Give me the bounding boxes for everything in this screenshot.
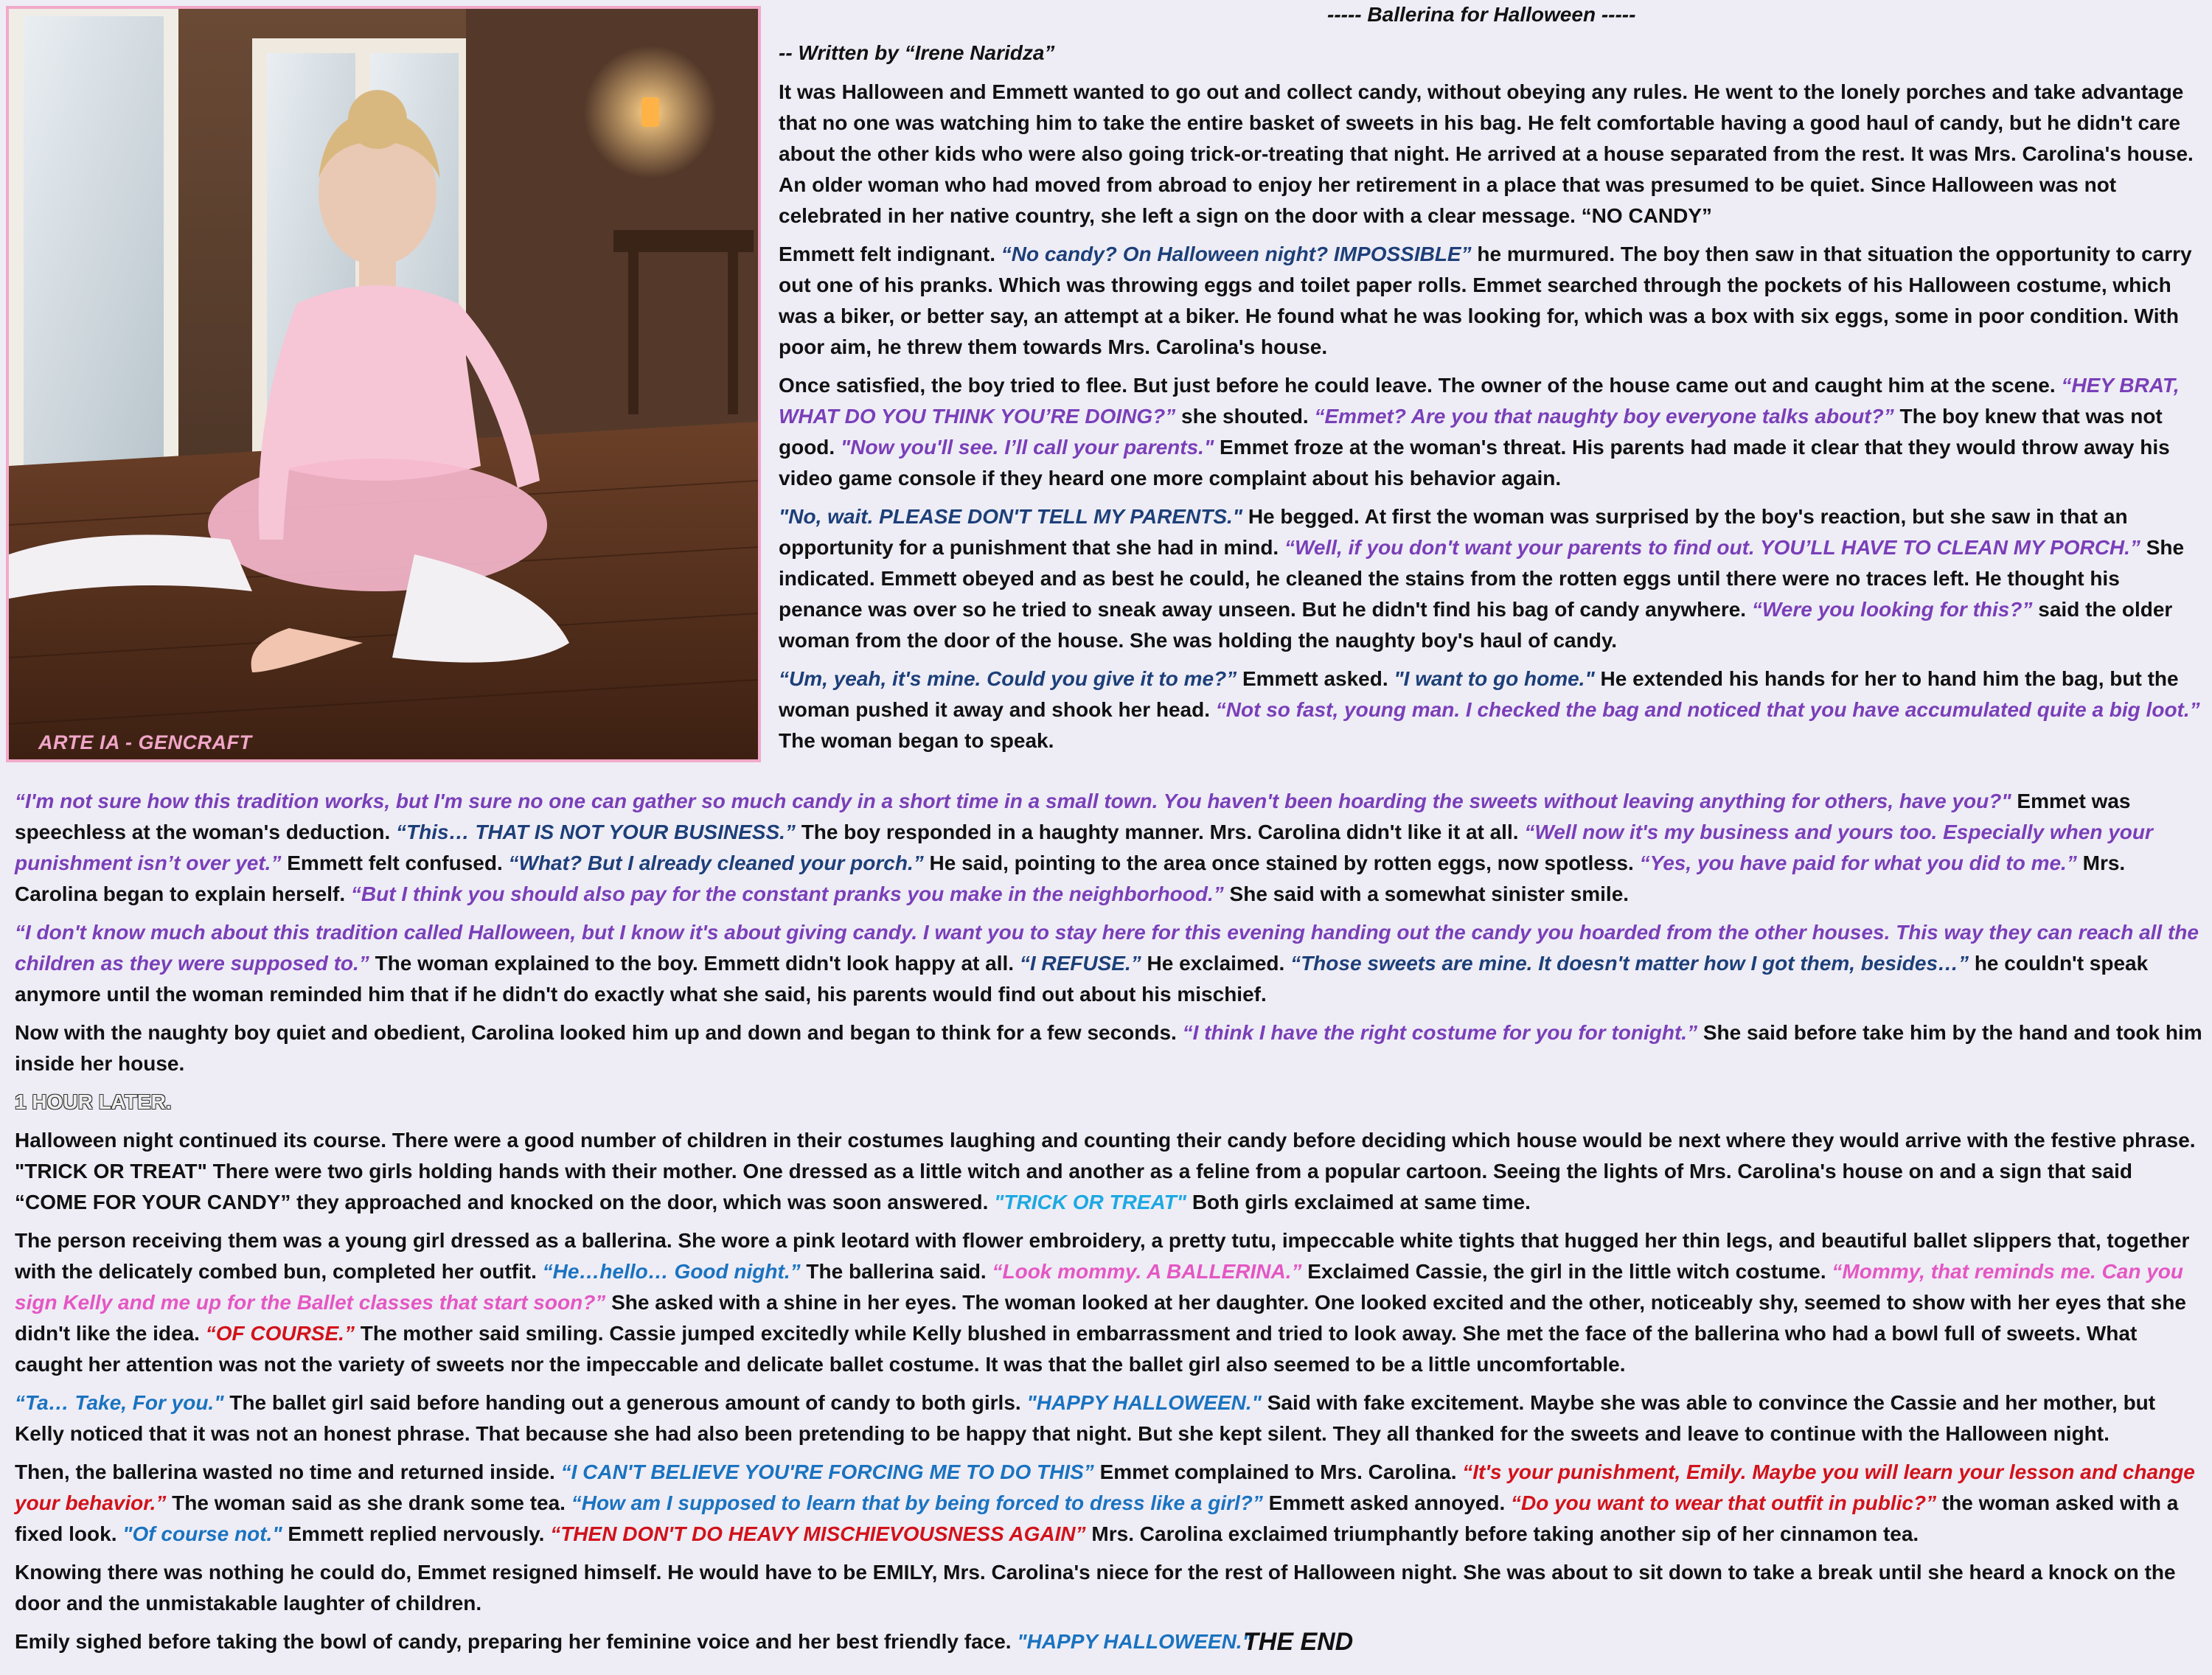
dialogue-quote: “Were you looking for this?” (1751, 598, 2033, 621)
narration-text: Emily sighed before taking the bowl of candy, preparing her feminine voice and her best friendly face. (15, 1630, 1018, 1653)
dialogue-quote: “Um, yeah, it's mine. Could you give it to me?” (779, 667, 1237, 690)
narration-text: she shouted. (1175, 405, 1315, 428)
dialogue-quote: 1 HOUR LATER. (15, 1090, 172, 1113)
dialogue-quote: "HAPPY HALLOWEEN." (1017, 1630, 1252, 1653)
dialogue-quote: “Yes, you have paid for what you did to me.” (1639, 852, 2077, 874)
dialogue-quote: "TRICK OR TREAT" (994, 1191, 1187, 1213)
dialogue-quote: “Ta… Take, For you." (15, 1391, 224, 1414)
dialogue-quote: “Well now it's my business and yours too. Especially when your punishment isn’t over yet.” (15, 821, 2153, 874)
dialogue-quote: “Emmet? Are you that naughty boy everyone talks about?” (1314, 405, 1894, 428)
story-paragraph (779, 77, 2202, 231)
story-title: ----- Ballerina for Halloween ----- (1327, 3, 1636, 26)
dialogue-quote: “Those sweets are mine. It doesn't matter how I got them, besides…” (1290, 952, 1969, 975)
narration-text: Emmett asked annoyed. (1262, 1491, 1511, 1514)
story-paragraph (779, 239, 2202, 363)
narration-text: The woman began to speak. (779, 729, 1054, 752)
story-paragraph (779, 370, 2202, 494)
narration-text: She said before take him by the hand and took him inside her house. (15, 1021, 2202, 1075)
story-paragraph (779, 664, 2202, 756)
narration-text: Mrs. Carolina exclaimed triumphantly before taking another sip of her cinnamon tea. (1085, 1522, 1919, 1545)
story-paragraph (15, 1087, 2205, 1118)
dialogue-quote: “Not so fast, young man. I checked the bag and noticed that you have accumulated quite a big loot.” (1215, 698, 2200, 721)
dialogue-quote: "Of course not." (122, 1522, 282, 1545)
narration-text: Then, the ballerina wasted no time and returned inside. (15, 1460, 561, 1483)
story-column-full (15, 786, 2205, 1665)
narration-text: Emmett felt confused. (281, 852, 509, 874)
story-column-right (779, 77, 2202, 764)
narration-text: The woman explained to the boy. Emmett didn't look happy at all. (369, 952, 1020, 975)
narration-text: Emmett felt indignant. (779, 243, 1001, 265)
narration-text: He begged. At first the woman was surprised by the boy's reaction, but she saw in that an opportunity for a punishment that she had in mind. (779, 505, 2128, 559)
story-paragraph (15, 1557, 2205, 1619)
dialogue-quote: “He…hello… Good night.” (542, 1260, 801, 1283)
narration-text: He extended his hands for her to hand him the bag, but the woman pushed it away and shook her head. (779, 667, 2179, 721)
narration-text: he couldn't speak anymore until the woman reminded him that if he didn't do exactly what she said, his parents would find out about his mischief. (15, 952, 2149, 1006)
dialogue-quote: "I want to go home." (1394, 667, 1595, 690)
story-paragraph (15, 917, 2205, 1010)
story-paragraph (15, 1225, 2205, 1380)
narration-text: The ballet girl said before handing out a generous amount of candy to both girls. (223, 1391, 1027, 1414)
narration-text: Knowing there was nothing he could do, Emmet resigned himself. He would have to be EMILY, Mrs. Carolina's niece for the rest of Halloween night. She was about to sit down to take a break until she heard a knock on the door and the unmistakable laughter of children. (15, 1561, 2176, 1615)
dialogue-quote: “This… THAT IS NOT YOUR BUSINESS.” (396, 821, 796, 843)
narration-text: It was Halloween and Emmett wanted to go out and collect candy, without obeying any rules. He went to the lonely porches and take advantage that no one was watching him to take the entire basket of sweets in his bag. He felt comfortable having a good haul of candy, but he didn't care about the other kids who were also going trick-or-treating that night. He arrived at a house separated from the rest. It was Mrs. Carolina's house. An older woman who had moved from abroad to enjoy her retirement in a place that was presumed to be quiet. Since Halloween was not celebrated in her native country, she left a sign on the door with a clear message. “NO CANDY” (779, 80, 2194, 227)
narration-text: Mrs. Carolina began to explain herself. (15, 852, 2126, 905)
dialogue-quote: “Well, if you don't want your parents to find out. YOU’LL HAVE TO CLEAN MY PORCH.” (1284, 536, 2140, 559)
story-paragraph (779, 501, 2202, 656)
dialogue-quote: "HAPPY HALLOWEEN." (1026, 1391, 1262, 1414)
the-end-label: THE END (1243, 1628, 1354, 1656)
dialogue-quote: “But I think you should also pay for the constant pranks you make in the neighborhood.” (350, 882, 1224, 905)
illustration-photo (6, 6, 761, 762)
story-paragraph (15, 1387, 2205, 1449)
story-paragraph (15, 1626, 2205, 1657)
narration-text: Now with the naughty boy quiet and obedient, Carolina looked him up and down and began to think for a few seconds. (15, 1021, 1183, 1044)
story-paragraph (15, 1125, 2205, 1218)
dialogue-quote: “Do you want to wear that outfit in public?” (1511, 1491, 1937, 1514)
dialogue-quote: “OF COURSE.” (205, 1322, 355, 1345)
dialogue-quote: “HEY BRAT, WHAT DO YOU THINK YOU’RE DOING?” (779, 374, 2180, 428)
narration-text: The mother said smiling. Cassie jumped excitedly while Kelly blushed in embarrassment and tried to look away. She met the face of the ballerina who had a bowl full of sweets. What caught her attention was not the variety of sweets nor the impeccable and delicate ballet costume. It was that the ballet girl also seemed to be a little uncomfortable. (15, 1322, 2138, 1376)
dialogue-quote: “It's your punishment, Emily. Maybe you will learn your lesson and change your behavior.” (15, 1460, 2195, 1514)
dialogue-quote: “I think I have the right costume for you for tonight.” (1182, 1021, 1698, 1044)
story-byline: -- Written by “Irene Naridza” (779, 41, 1055, 64)
narration-text: She said with a somewhat sinister smile. (1223, 882, 1630, 905)
narration-text: The person receiving them was a young girl dressed as a ballerina. She wore a pink leotard with flower embroidery, a pretty tutu, impeccable white tights that hugged her thin legs, and beautiful ballet slippers that, together with the delicately combed bun, completed her outfit. (15, 1229, 2190, 1283)
story-paragraph (15, 1017, 2205, 1079)
narration-text: He said, pointing to the area once stained by rotten eggs, now spotless. (923, 852, 1640, 874)
story-paragraph (15, 786, 2205, 910)
narration-text: Emmet complained to Mrs. Carolina. (1093, 1460, 1463, 1483)
narration-text: She asked with a shine in her eyes. The woman looked at her daughter. One looked excited and the other, noticeably shy, seemed to show with her eyes that she didn't like the idea. (15, 1291, 2186, 1345)
dialogue-quote: “Mommy, that reminds me. Can you sign Kelly and me up for the Ballet classes that start soon?” (15, 1260, 2183, 1314)
narration-text: said the older woman from the door of the house. She was holding the naughty boy's haul of candy. (779, 598, 2173, 652)
dialogue-quote: “Look mommy. A BALLERINA.” (992, 1260, 1302, 1283)
dialogue-quote: “I REFUSE.” (1019, 952, 1141, 975)
dialogue-quote: “No candy? On Halloween night? IMPOSSIBLE” (1001, 243, 1472, 265)
dialogue-quote: “THEN DON'T DO HEAVY MISCHIEVOUSNESS AGAIN” (550, 1522, 1086, 1545)
ballerina-illustration (9, 9, 758, 759)
narration-text: She indicated. Emmett obeyed and as best he could, he cleaned the stains from the rotten eggs until there were no traces left. He thought his penance was over so he tried to sneak away unseen. But he didn't find his bag of candy anywhere. (779, 536, 2185, 621)
narration-text: Exclaimed Cassie, the girl in the little witch costume. (1301, 1260, 1832, 1283)
narration-text: He exclaimed. (1141, 952, 1291, 975)
dialogue-quote: "Now you'll see. I’ll call your parents." (840, 436, 1214, 459)
narration-text: Said with fake excitement. Maybe she was able to convince the Cassie and her mother, but Kelly noticed that it was not an honest phrase. That because she had also been pretending to be happy that night. But she kept silent. They all thanked for the sweets and leave to continue with the Halloween night. (15, 1391, 2156, 1445)
narration-text: The ballerina said. (800, 1260, 992, 1283)
dialogue-quote: “How am I supposed to learn that by being forced to dress like a girl?” (571, 1491, 1263, 1514)
narration-text: The boy responded in a haughty manner. Mrs. Carolina didn't like it at all. (795, 821, 1525, 843)
narration-text: Emmet was speechless at the woman's deduction. (15, 790, 2131, 843)
dialogue-quote: “What? But I already cleaned your porch.” (508, 852, 924, 874)
image-credit: ARTE IA - GENCRAFT (38, 731, 252, 753)
dialogue-quote: "No, wait. PLEASE DON'T TELL MY PARENTS." (779, 505, 1243, 528)
narration-text: The boy knew that was not good. (779, 405, 2163, 459)
narration-text: he murmured. The boy then saw in that situation the opportunity to carry out one of his pranks. Which was throwing eggs and toilet paper rolls. Emmet searched through the pockets of his Halloween costume, which was a biker, or better say, an attempt at a biker. He found what he was looking for, which was a box with six eggs, some in poor condition. With poor aim, he threw them towards Mrs. Carolina's house. (779, 243, 2192, 358)
narration-text: Both girls exclaimed at same time. (1186, 1191, 1531, 1213)
narration-text: Halloween night continued its course. There were a good number of children in their costumes laughing and counting their candy before deciding which house would be next where they would arrive with the festive phrase. "TRICK OR TREAT" There were two girls holding hands with their mother. One dressed as a little witch and another as a feline from a popular cartoon. Seeing the lights of Mrs. Carolina's house on and a sign that said “COME FOR YOUR CANDY” they approached and knocked on the door, which was soon answered. (15, 1129, 2196, 1213)
narration-text: the woman asked with a fixed look. (15, 1491, 2179, 1545)
dialogue-quote: “I'm not sure how this tradition works, but I'm sure no one can gather so much candy in a short time in a small town. You haven't been hoarding the sweets without leaving anything for others, have you?" (15, 790, 2011, 812)
dialogue-quote: “I don't know much about this tradition called Halloween, but I know it's about giving candy. I want you to stay here for this evening handing out the candy you hoarded from the other houses. This way they can reach all the children as they were supposed to.” (15, 921, 2199, 975)
narration-text: Emmett replied nervously. (282, 1522, 551, 1545)
narration-text: Emmett asked. (1237, 667, 1394, 690)
dialogue-quote: “I CAN'T BELIEVE YOU'RE FORCING ME TO DO THIS” (560, 1460, 1094, 1483)
narration-text: Once satisfied, the boy tried to flee. But just before he could leave. The owner of the house came out and caught him at the scene. (779, 374, 2062, 397)
narration-text: The woman said as she drank some tea. (166, 1491, 571, 1514)
story-paragraph (15, 1457, 2205, 1550)
narration-text: Emmet froze at the woman's threat. His parents had made it clear that they would throw away his video game console if they heard one more complaint about his behavior again. (779, 436, 2170, 490)
